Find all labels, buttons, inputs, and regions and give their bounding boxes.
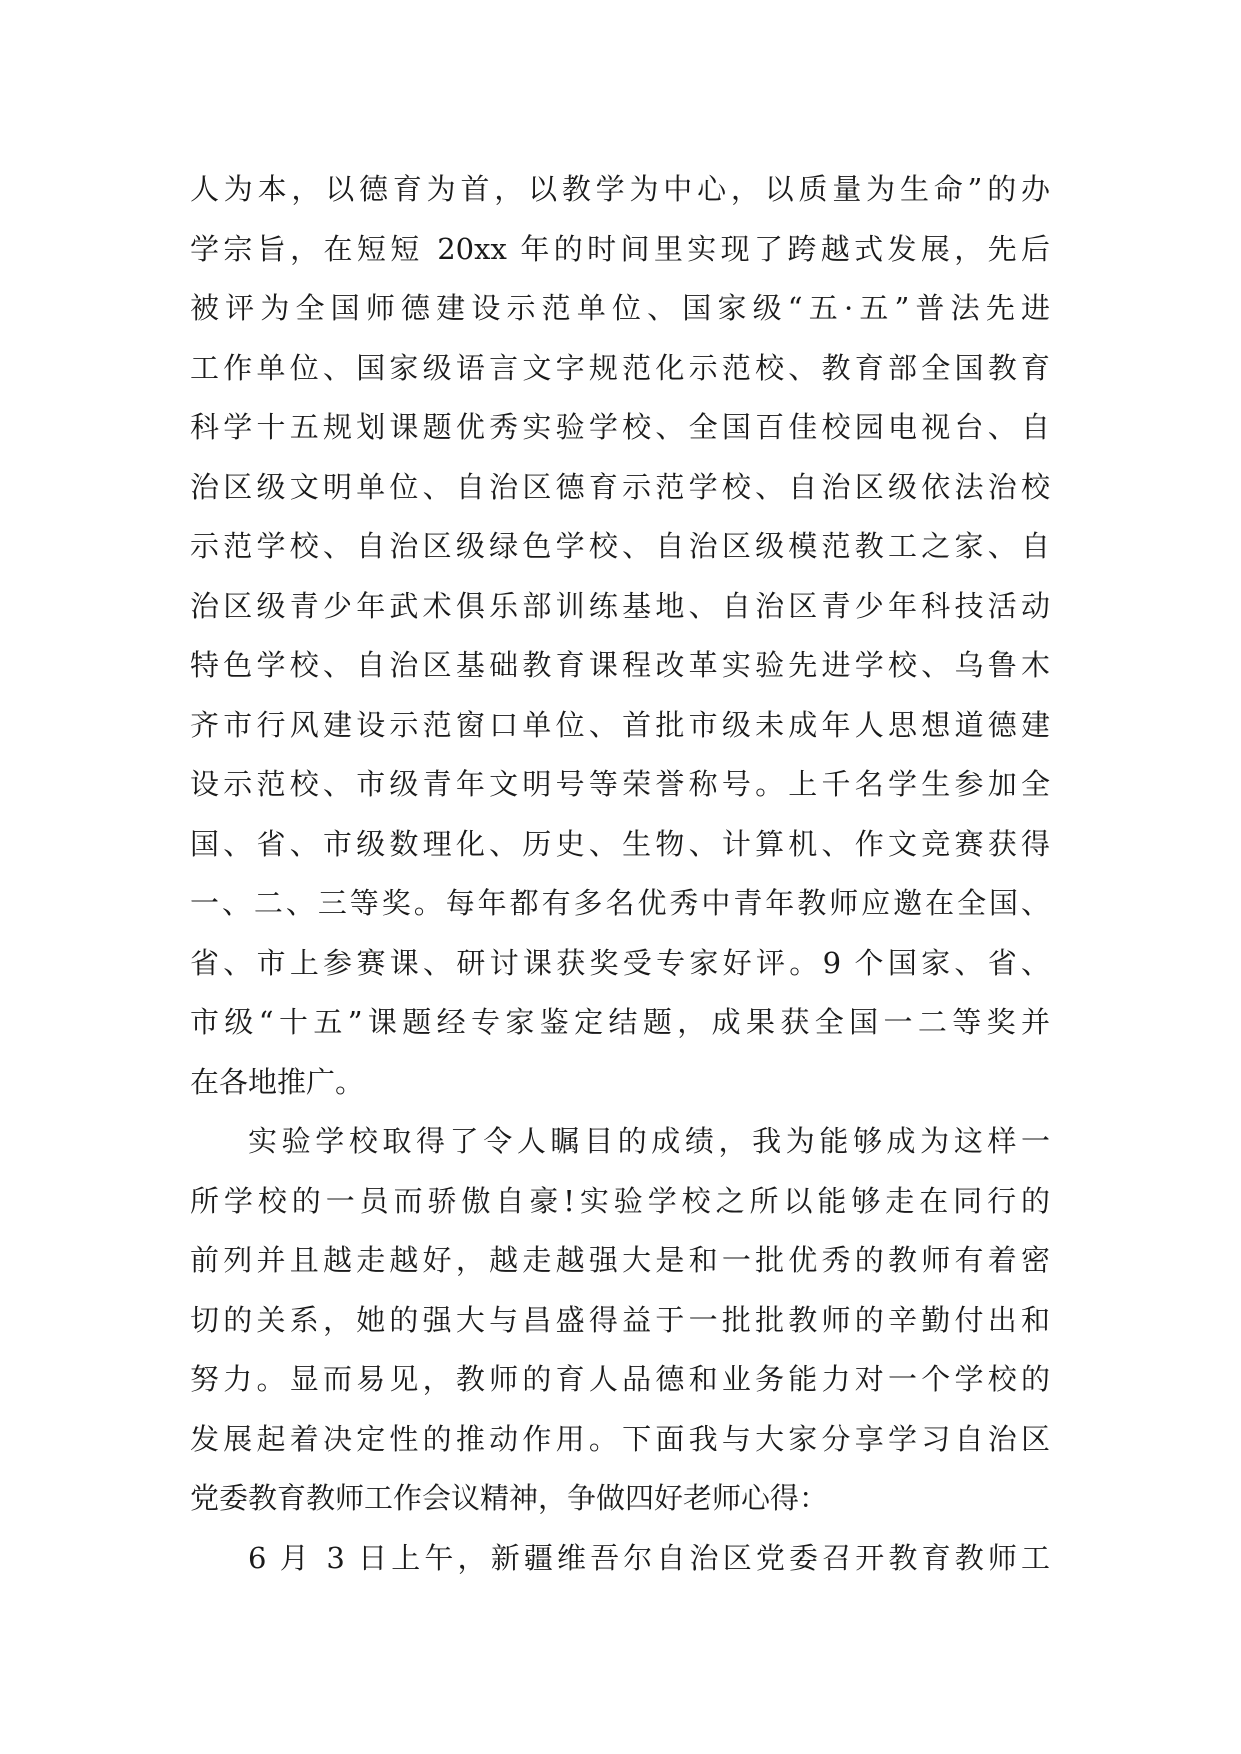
paragraph-line: 所学校的一员而骄傲自豪!实验学校之所以能够走在同行的 (190, 1183, 1050, 1218)
paragraph-line: 实验学校取得了令人瞩目的成绩，我为能够成为这样一 (248, 1124, 1050, 1158)
paragraph-line: 科学十五规划课题优秀实验学校、全国百佳校园电视台、自 (190, 410, 1050, 444)
paragraph-line: 党委教育教师工作会议精神，争做四好老师心得： (190, 1481, 829, 1515)
paragraph-line: 切的关系，她的强大与昌盛得益于一批批教师的辛勤付出和 (190, 1302, 1050, 1337)
paragraph-1 (190, 160, 1050, 1112)
paragraph-line: 治区级青少年武术俱乐部训练基地、自治区青少年科技活动 (190, 588, 1050, 623)
paragraph-line: 示范学校、自治区级绿色学校、自治区级模范教工之家、自 (190, 529, 1050, 563)
paragraph-line: 齐市行风建设示范窗口单位、首批市级未成年人思想道德建 (190, 707, 1050, 742)
paragraph-3 (190, 1529, 1050, 1589)
paragraph-line: 治区级文明单位、自治区德育示范学校、自治区级依法治校 (190, 469, 1050, 504)
paragraph-line: 前列并且越走越好，越走越强大是和一批优秀的教师有着密 (190, 1243, 1050, 1277)
paragraph-line: 省、市上参赛课、研讨课获奖受专家好评。9 个国家、省、 (190, 945, 1050, 980)
paragraph-line: 设示范校、市级青年文明号等荣誉称号。上千名学生参加全 (190, 767, 1050, 801)
paragraph-line: 被评为全国师德建设示范单位、国家级“五·五”普法先进 (190, 291, 1050, 325)
paragraph-line: 人为本，以德育为首，以教学为中心，以质量为生命”的办 (190, 172, 1050, 206)
document-body (190, 160, 1050, 1588)
paragraph-line: 特色学校、自治区基础教育课程改革实验先进学校、乌鲁木 (190, 648, 1050, 682)
paragraph-2 (190, 1112, 1050, 1529)
paragraph-line: 学宗旨，在短短 20xx 年的时间里实现了跨越式发展，先后 (190, 231, 1050, 266)
paragraph-line: 工作单位、国家级语言文字规范化示范校、教育部全国教育 (190, 350, 1050, 385)
paragraph-line: 发展起着决定性的推动作用。下面我与大家分享学习自治区 (190, 1421, 1050, 1456)
paragraph-line: 努力。显而易见，教师的育人品德和业务能力对一个学校的 (190, 1362, 1050, 1396)
paragraph-line: 6 月 3 日上午，新疆维吾尔自治区党委召开教育教师工 (248, 1540, 1050, 1575)
paragraph-line: 在各地推广。 (190, 1064, 365, 1099)
paragraph-line: 国、省、市级数理化、历史、生物、计算机、作文竞赛获得 (190, 826, 1050, 861)
paragraph-line: 市级“十五”课题经专家鉴定结题，成果获全国一二等奖并 (190, 1005, 1050, 1039)
paragraph-line: 一、二、三等奖。每年都有多名优秀中青年教师应邀在全国、 (190, 886, 1050, 920)
